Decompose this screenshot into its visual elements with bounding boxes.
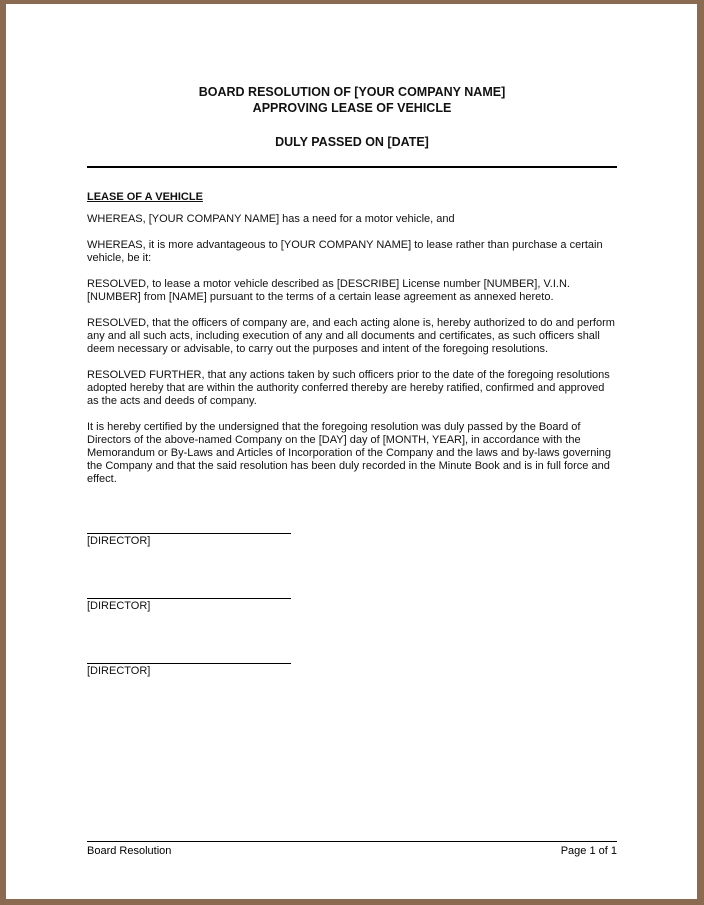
signature-block-2 [87,598,617,613]
document-page [6,4,697,899]
signature-label: [DIRECTOR] [87,665,151,677]
section-heading: LEASE OF A VEHICLE [87,191,203,203]
paragraph-resolved-2: RESOLVED, that the officers of company are, and each acting alone is, hereby authorized to do and perform any and all such acts, including execution of any and all documents and certificates, as such officers shall deem necessary or advisable, to carry out the purposes and intent of the foregoing resolutions. [87,317,615,355]
paragraph-whereas-1: WHEREAS, [YOUR COMPANY NAME] has a need for a motor vehicle, and [87,213,455,225]
document-body [87,84,617,678]
paragraph-certification: It is hereby certified by the undersigned that the foregoing resolution was duly passed by the Board of Directors of the above-named Company on the [DAY] day of [MONTH, YEAR], in accordance with the Memorandum or By-Laws and Articles of Incorporation of the Company and the laws and by-laws governing the Company and that the said resolution has been duly recorded in the Minute Book and is in full force and effect. [87,421,611,485]
title-date-line: DULY PASSED ON [DATE] [275,135,429,149]
title-line-1: BOARD RESOLUTION OF [YOUR COMPANY NAME] [198,85,506,99]
signature-line [87,598,291,599]
signature-line [87,663,291,664]
title-line-2: APPROVING LEASE OF VEHICLE [252,101,452,115]
paragraph-resolved-further: RESOLVED FURTHER, that any actions taken by such officers prior to the date of the foregoing resolutions adopted hereby that are within the authority conferred thereby are hereby ratified, confirmed and approved as the acts and deeds of company. [87,369,610,407]
signature-label: [DIRECTOR] [87,535,151,547]
paragraph-whereas-2: WHEREAS, it is more advantageous to [YOUR COMPANY NAME] to lease rather than purchase a certain vehicle, be it: [87,239,603,264]
paragraph-resolved-1: RESOLVED, to lease a motor vehicle described as [DESCRIBE] License number [NUMBER], V.I.N. [NUMBER] from [NAME] pursuant to the terms of a certain lease agreement as annexed hereto. [87,278,570,303]
title-divider [87,166,617,168]
signature-block-3 [87,663,617,678]
signature-line [87,533,291,534]
page-footer [87,841,617,858]
footer-row [87,845,617,858]
footer-divider [87,841,617,842]
signature-label: [DIRECTOR] [87,600,151,612]
signature-block-1 [87,533,617,548]
footer-page-number: Page 1 of 1 [560,845,617,857]
footer-document-name: Board Resolution [87,845,172,857]
